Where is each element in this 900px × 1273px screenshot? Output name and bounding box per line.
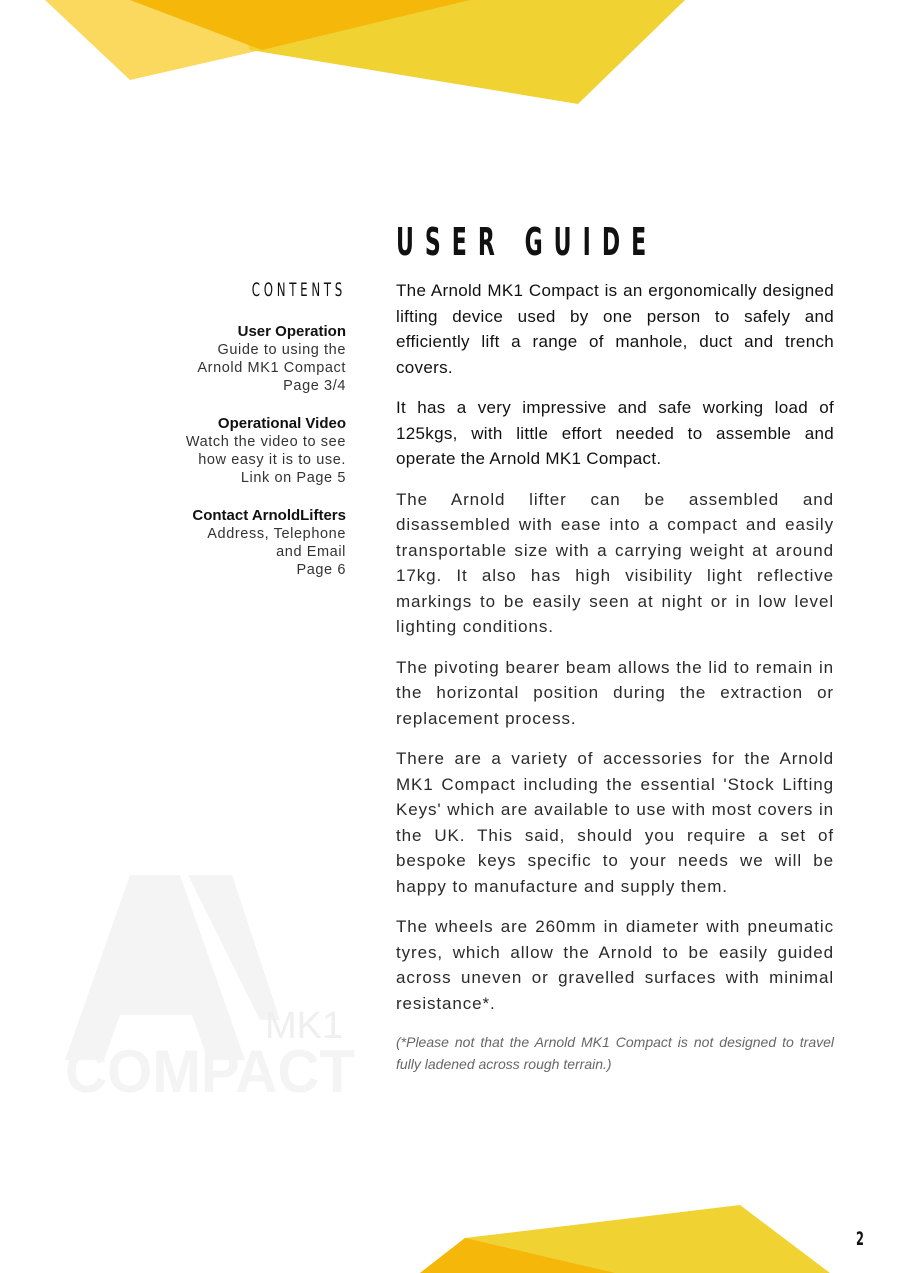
watermark-word: COMPACT [65,1038,355,1100]
intro-paragraph: The Arnold MK1 Compact is an ergonomically designed lifting device used by one person to safely and efficiently lift a range of manhole, duct and trench covers. [396,281,834,377]
toc-line: Guide to using the [217,342,346,358]
assembly-paragraph: The Arnold lifter can be assembled and disassembled with ease into a compact and easily transportable size with a carrying weight at around 17kg. It also has high visibility light reflective markings to be easily seen at night or in low level lighting conditions. [396,489,834,636]
user-guide-section [396,220,834,1075]
toc-line: Address, Telephone [207,526,346,542]
page-title: USER GUIDE [396,220,658,264]
toc-page-ref: Page 6 [296,562,346,578]
toc-line: Arnold MK1 Compact [197,360,346,376]
toc-page-ref: Link on Page 5 [240,470,346,486]
toc-entry-contact [150,506,346,579]
wheels-paragraph: The wheels are 260mm in diameter with pneumatic tyres, which allow the Arnold to be easily guided across uneven or gravelled surfaces with minimal resistance*. [396,917,834,1013]
toc-line: and Email [276,544,346,560]
page-number: 2 [856,1228,864,1250]
toc-line: how easy it is to use. [198,452,346,468]
arnold-watermark-logo [60,870,360,1100]
working-load-paragraph: It has a very impressive and safe working load of 125kgs, with little effort needed to assemble and operate the Arnold MK1 Compact. [396,398,834,468]
bottom-yellow-decoration [0,1200,900,1273]
bearer-beam-paragraph: The pivoting bearer beam allows the lid to remain in the horizontal position during the extraction or replacement process. [396,657,834,728]
toc-title: User Operation [237,323,346,340]
watermark-model: MK1 [265,1005,344,1047]
footnote: (*Please not that the Arnold MK1 Compact is not designed to travel fully ladened across rough terrain.) [396,1034,834,1072]
contents-heading: CONTENTS [251,279,346,301]
top-yellow-decoration [0,0,900,110]
toc-line: Watch the video to see [185,434,346,450]
toc-page-ref: Page 3/4 [283,378,346,394]
contents-sidebar [150,278,346,598]
toc-entry-user-operation [150,322,346,395]
toc-title: Operational Video [217,415,346,432]
toc-title: Contact ArnoldLifters [192,507,346,524]
toc-entry-operational-video [150,414,346,487]
accessories-paragraph: There are a variety of accessories for the Arnold MK1 Compact including the essential 'Stock Lifting Keys' which are available to use with most covers in the UK. This said, should you require a set of bespoke keys specific to your needs we will be happy to manufacture and supply them. [396,749,834,896]
